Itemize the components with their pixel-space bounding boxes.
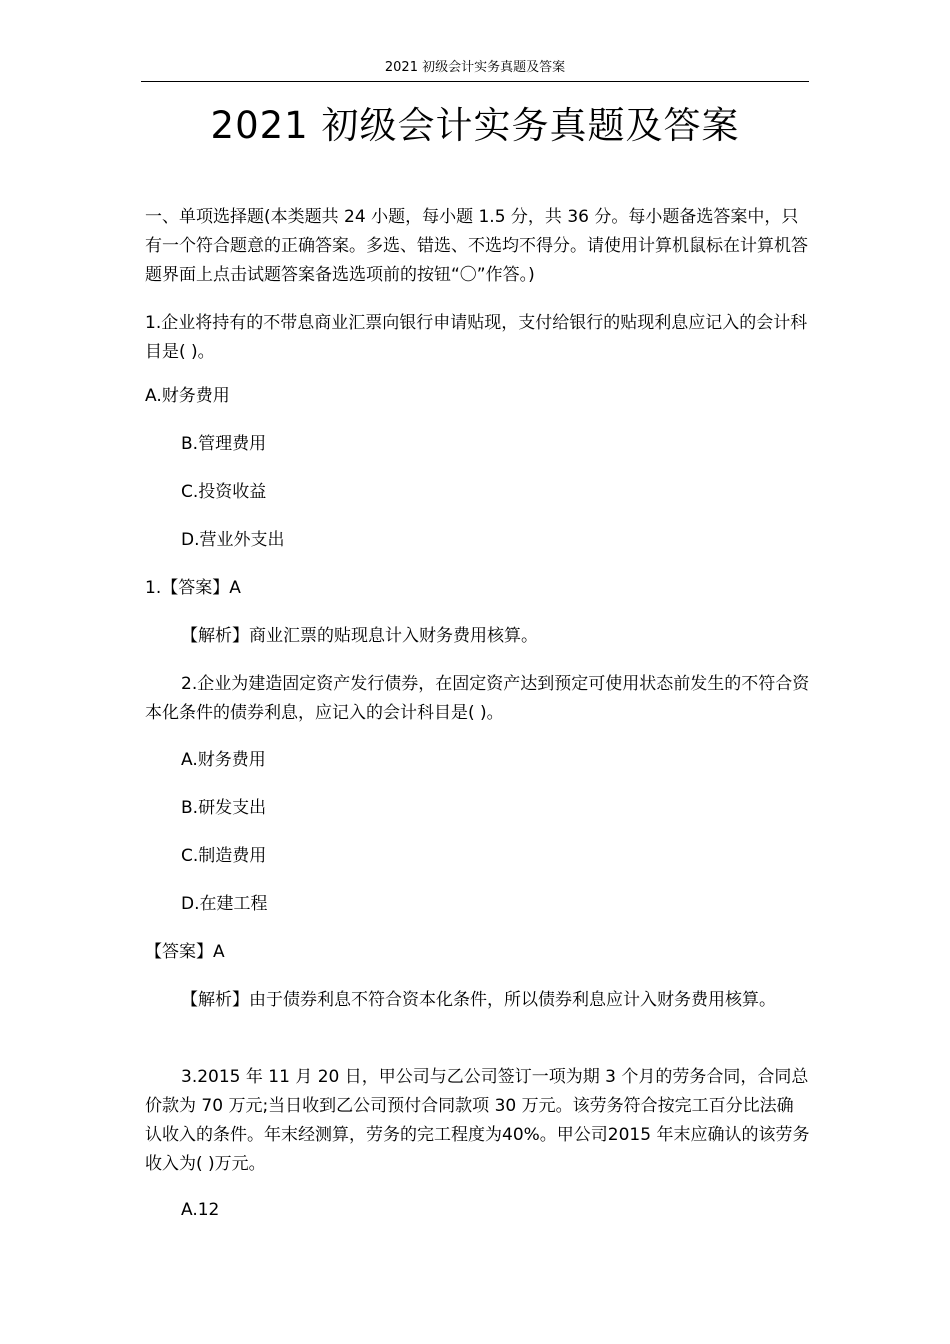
q2-analysis: 【解析】由于债券利息不符合资本化条件，所以债券利息应计入财务费用核算。 xyxy=(181,990,776,1010)
q1-answer: 1.【答案】A xyxy=(145,578,241,598)
section-intro: 一、单项选择题(本类题共 24 小题，每小题 1.5 分，共 36 分。每小题备选答案中，只有一个符合题意的正确答案。多选、错选、不选均不得分。请使用计算机鼠标在计算机答题界面上点击试题答案备选选项前的按钮“〇”作答。) xyxy=(145,207,808,285)
question-3: 3.2015 年 11 月 20 日，甲公司与乙公司签订一项为期 3 个月的劳务合同，合同总价款为 70 万元;当日收到乙公司预付合同款项 30 万元。该劳务符合按完工百分比法确认收入的条件。年末经测算，劳务的完工程度为40%。甲公司2015 年末应确认的该劳务收入为( )万元。 xyxy=(145,1067,810,1174)
q1-analysis: 【解析】商业汇票的贴现息计入财务费用核算。 xyxy=(181,626,538,646)
q2-option-a: A.财务费用 xyxy=(181,750,266,770)
q3-option-a: A.12 xyxy=(181,1200,220,1220)
q2-option-c: C.制造费用 xyxy=(181,846,267,866)
q2-answer: 【答案】A xyxy=(145,942,225,962)
q1-option-c: C.投资收益 xyxy=(181,482,267,502)
question-2: 2.企业为建造固定资产发行债券，在固定资产达到预定可使用状态前发生的不符合资本化条件的债券利息，应记入的会计科目是( )。 xyxy=(145,674,810,723)
q2-option-d: D.在建工程 xyxy=(181,894,268,914)
question-1: 1.企业将持有的不带息商业汇票向银行申请贴现，支付给银行的贴现利息应记入的会计科目是( )。 xyxy=(145,313,808,362)
document-title: 2021 初级会计实务真题及答案 xyxy=(210,104,740,147)
q1-option-a: A.财务费用 xyxy=(145,386,230,406)
running-header: 2021 初级会计实务真题及答案 xyxy=(384,60,566,75)
header-divider xyxy=(141,81,809,82)
q1-option-d: D.营业外支出 xyxy=(181,530,285,550)
q2-option-b: B.研发支出 xyxy=(181,798,267,818)
q1-option-b: B.管理费用 xyxy=(181,434,267,454)
